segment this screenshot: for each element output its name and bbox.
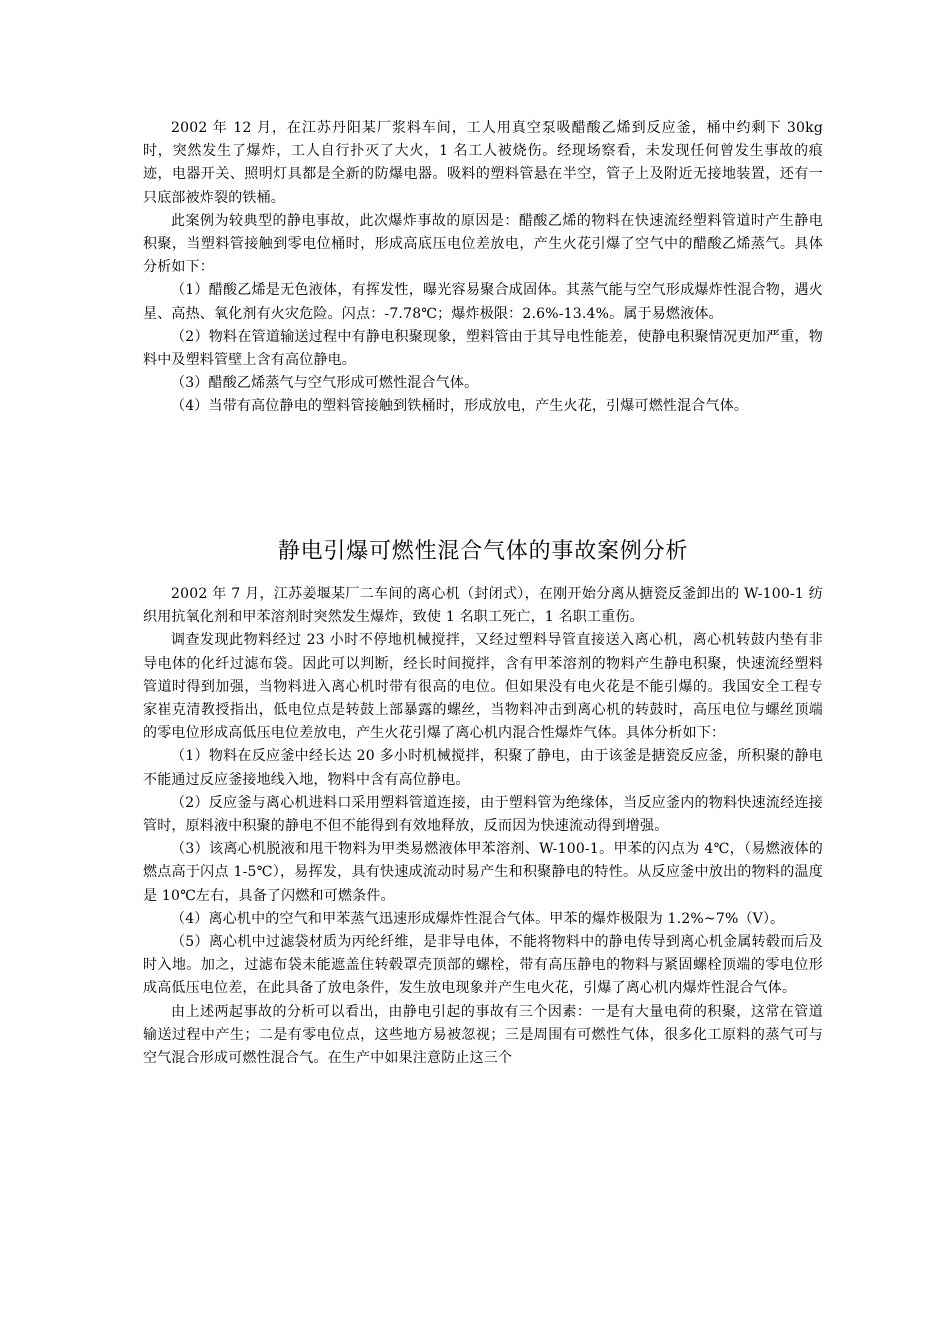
case-two-paragraph-6: （4）离心机中的空气和甲苯蒸气迅速形成爆炸性混合气体。甲苯的爆炸极限为 1.2%~7%（V）。 [171,910,785,927]
case-one-paragraph-4: （2）物料在管道输送过程中有静电积聚现象，塑料管由于其导电性能差，使静电积聚情况更加严重，物料中及塑料管壁上含有高位静电。 [143,328,823,369]
case-one-paragraph-3: （1）醋酸乙烯是无色液体，有挥发性，曝光容易聚合成固体。其蒸气能与空气形成爆炸性混合物，遇火星、高热、氧化剂有火灾危险。闪点：-7.78℃；爆炸极限：2.6%-13.4%。属于易燃液体。 [143,282,823,322]
case-one-paragraph-5: （3）醋酸乙烯蒸气与空气形成可燃性混合气体。 [171,375,479,392]
case-one-paragraph-1: 2002 年 12 月，在江苏丹阳某厂浆料车间，工人用真空泵吸醋酸乙烯到反应釜，桶中约剩下 30kg 时，突然发生了爆炸，工人自行扑灭了大火，1 名工人被烧伤。经现场察看，未发现任何曾发生事故的痕迹，电器开关、照明灯具都是全新的防爆电器。吸料的塑料管悬在半空，管子上及附近无接地装置，还有一只底部被炸裂的铁桶。 [143,120,823,206]
case-one-paragraph-2: 此案例为较典型的静电事故，此次爆炸事故的原因是：醋酸乙烯的物料在快速流经塑料管道时产生静电积聚，当塑料管接触到零电位桶时，形成高底压电位差放电，产生火花引爆了空气中的醋酸乙烯蒸气。具体分析如下： [143,212,823,276]
case-two-paragraph-7: （5）离心机中过滤袋材质为丙纶纤维，是非导电体，不能将物料中的静电传导到离心机金属转毂而后及时入地。加之，过滤布袋未能遮盖住转毂罩壳顶部的螺栓，带有高压静电的物料与紧固螺栓顶端的零电位形成高低压电位差，在此具备了放电条件，发生放电现象并产生电火花，引爆了离心机内爆炸性混合气体。 [143,934,823,997]
case-one-paragraph-6: （4）当带有高位静电的塑料管接触到铁桶时，形成放电，产生火花，引爆可燃性混合气体。 [171,398,749,415]
case-two-paragraph-1: 2002 年 7 月，江苏姜堰某厂二车间的离心机（封闭式），在刚开始分离从搪瓷反釜卸出的 W-100-1 纺织用抗氧化剂和甲苯溶剂时突然发生爆炸，致使 1 名职工死亡，1 名职工重伤。 [143,586,823,626]
case-two-paragraph-3: （1）物料在反应釜中经长达 20 多小时机械搅拌，积聚了静电，由于该釜是搪瓷反应釜，所积聚的静电不能通过反应釜接地线入地，物料中含有高位静电。 [143,748,823,788]
case-two-paragraph-4: （2）反应釜与离心机进料口采用塑料管道连接，由于塑料管为绝缘体，当反应釜内的物料快速流经连接管时，原料液中积聚的静电不但不能得到有效地释放，反而因为快速流动得到增强。 [143,794,823,835]
case-two-section [143,583,823,1070]
conclusion-paragraph: 由上述两起事故的分析可以看出，由静电引起的事故有三个因素：一是有大量电荷的积聚，这常在管道输送过程中产生；二是有零电位点，这些地方易被忽视；三是周围有可燃性气体，很多化工原料的蒸气可与空气混合形成可燃性混合气。在生产中如果注意防止这三个 [143,1003,823,1067]
case-one-section [143,117,823,419]
case-two-paragraph-5: （3）该离心机脱液和甩干物料为甲类易燃液体甲苯溶剂、W-100-1。甲苯的闪点为 4℃，（易燃液体的燃点高于闪点 1-5℃），易挥发，具有快速成流动时易产生和积聚静电的特性。从反应釜中放出的物料的温度是 10℃左右，具备了闪燃和可燃条件。 [143,841,823,904]
case-two-paragraph-2: 调查发现此物料经过 23 小时不停地机械搅拌，又经过塑料导管直接送入离心机，离心机转鼓内垫有非导电体的化纤过滤布袋。因此可以判断，经长时间搅拌，含有甲苯溶剂的物料产生静电积聚，快速流经塑料管道时得到加强，当物料进入离心机时带有很高的电位。但如果没有电火花是不能引爆的。我国安全工程专家崔克清教授指出，低电位点是转鼓上部暴露的螺丝，当物料冲击到离心机的转鼓时，高压电位与螺丝顶端的零电位形成高低压电位差放电，产生火花引爆了离心机内混合性爆炸气体。具体分析如下： [143,632,823,742]
article-title: 静电引爆可燃性混合气体的事故案例分析 [277,539,689,564]
